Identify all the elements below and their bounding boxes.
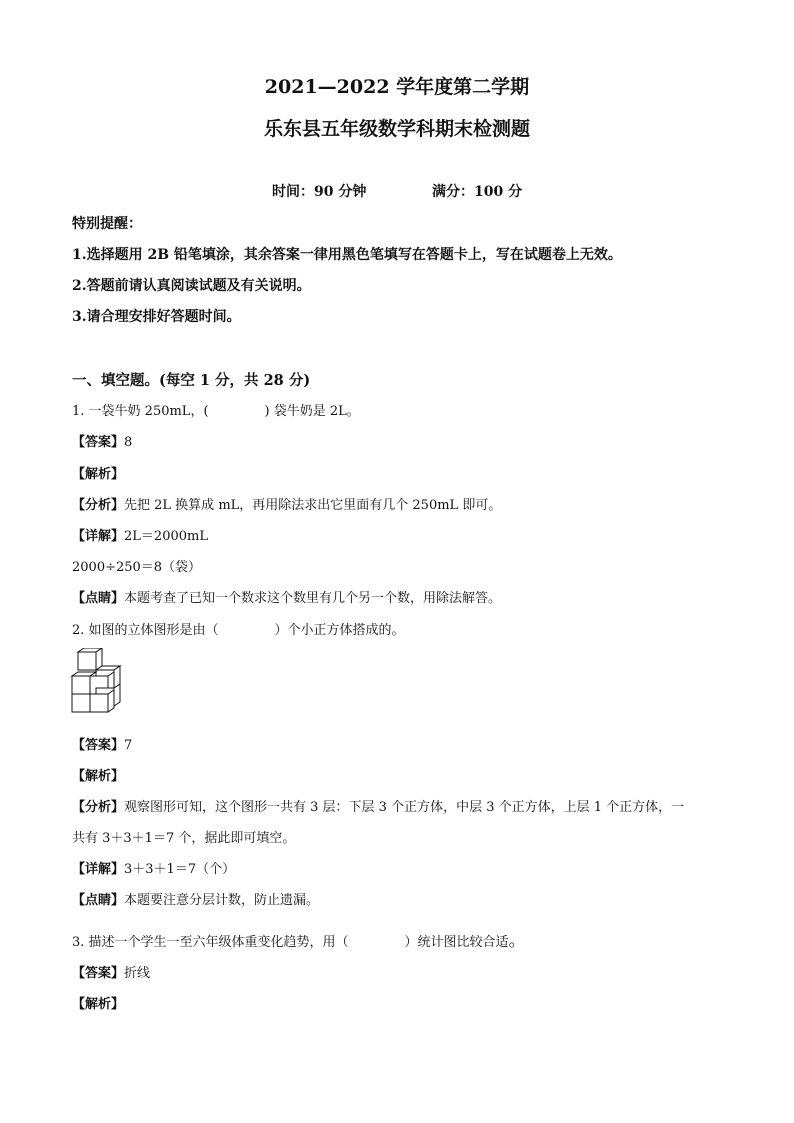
question-2-stem-end: ）个小正方体搭成的。 [274,623,405,638]
question-3-period: 。 [508,931,526,951]
answer-tag: 【答案】 [72,435,125,450]
question-3 [72,926,526,951]
question-2-analysis [72,796,684,815]
question-2-comment [72,889,319,908]
exam-score: 满分：100 分 [432,184,523,200]
question-1 [72,400,360,419]
comment-text: 本题要注意分层计数，防止遗漏。 [124,893,320,908]
question-3-stem-start: 3. 描述一个学生一至六年级体重变化趋势，用（ [72,935,349,950]
answer-value: 折线 [124,966,151,981]
analysis-heading: 【解析】 [72,997,125,1012]
question-2-stem-start: 2. 如图的立体图形是由（ [72,623,219,638]
question-2-analysis-cont: 共有 3＋3＋1＝7 个，据此即可填空。 [72,831,296,846]
analysis-heading: 【解析】 [72,467,125,482]
comment-text: 本题考查了已知一个数求这个数里有几个另一个数，用除法解答。 [124,591,502,606]
question-1-comment [72,587,501,606]
notice-item-3: 3.请合理安排好答题时间。 [72,309,241,325]
comment-tag: 【点睛】 [72,893,125,908]
detail-tag: 【详解】 [72,862,125,877]
analysis-text: 观察图形可知，这个图形一共有 3 层：下层 3 个正方体，中层 3 个正方体，上层 1 个正方体，一 [124,800,685,815]
question-2-detail [72,858,235,877]
comment-tag: 【点睛】 [72,591,125,606]
analysis-text: 先把 2L 换算成 mL，再用除法求出它里面有几个 250mL 即可。 [124,498,502,513]
cube-stack-figure [70,648,124,720]
exam-time: 时间：90 分钟 [272,184,367,200]
answer-value: 8 [124,435,133,450]
notice-item-1: 1.选择题用 2B 铅笔填涂，其余答案一律用黑色笔填写在答题卡上，写在试题卷上无效。 [72,247,622,263]
notice-item-2: 2.答题前请认真阅读试题及有关说明。 [72,278,311,294]
question-1-answer [72,431,132,450]
question-2 [72,619,405,638]
section-title: 一、填空题。(每空 1 分，共 28 分) [72,372,311,389]
question-1-stem-end: ) 袋牛奶是 2L。 [264,404,360,419]
detail-tag: 【详解】 [72,529,125,544]
question-1-calc: 2000÷250＝8（袋） [72,560,202,575]
analysis-heading: 【解析】 [72,769,125,784]
notice-heading: 特别提醒： [72,216,142,232]
question-3-answer [72,962,150,981]
question-1-stem-start: 1. 一袋牛奶 250mL，( [72,404,209,419]
answer-tag: 【答案】 [72,966,125,981]
detail-text: 2L＝2000mL [124,529,208,544]
exam-subtitle: 乐东县五年级数学科期末检测题 [263,118,530,140]
detail-text: 3＋3＋1＝7（个） [124,862,236,877]
question-3-stem-end: ）统计图比较合适 [404,935,509,950]
answer-value: 7 [124,738,133,753]
analysis-tag: 【分析】 [72,800,125,815]
exam-title: 2021—2022 学年度第二学期 [264,76,530,98]
analysis-tag: 【分析】 [72,498,125,513]
question-1-detail [72,525,208,544]
question-1-analysis [72,494,501,513]
answer-tag: 【答案】 [72,738,125,753]
question-2-answer [72,734,132,753]
